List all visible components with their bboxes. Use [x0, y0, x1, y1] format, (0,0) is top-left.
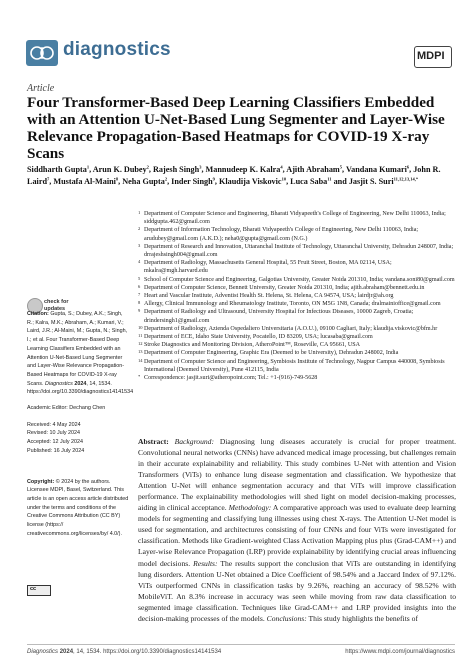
author-affiliation-sup: 5 [339, 164, 342, 170]
author-affiliation-sup: 11,12,13,14,* [393, 176, 419, 182]
check-for-updates-line2: updates [44, 305, 66, 312]
author-name[interactable]: Mannudeep K. Kalra [205, 165, 281, 174]
affiliation-item [138, 276, 456, 284]
affiliation-item [138, 210, 456, 226]
author-separator: , [286, 177, 291, 186]
author-name[interactable]: Vandana Kumari [345, 165, 407, 174]
affiliation-text: Correspondence: jasjit.suri@atheropoint.com; Tel.: +1-(916)-749-5628 [144, 375, 318, 382]
article-type: Article [27, 83, 55, 94]
affiliation-item [138, 308, 456, 324]
affiliation-text: Stroke Diagnostics and Monitoring Division, AtheroPoint™, Roseville, CA 95661, USA [144, 342, 361, 349]
affiliation-list [138, 210, 456, 382]
author-affiliation-sup: 7 [47, 176, 50, 182]
affiliation-item [138, 341, 456, 349]
author-separator: , [201, 165, 206, 174]
citation-text: Gupta, S.; Dubey, A.K.; Singh, R.; Kalra, M.K.; Abraham, A.; Kumari, V.; Laird, J.R.; Al-Maini, M.; Gupta, N.; Singh, I.; et al. Four Transformer-Based Deep Learning Classifiers Embedded with an Attention U-Net-Based Lung Segmenter and Layer-Wise Relevance Propagation-Based Heatmaps for COVID-19 X-ray Scans. [27, 311, 128, 387]
received-date: Received: 4 May 2024 [27, 421, 81, 428]
author-affiliation-sup: 1 [86, 164, 90, 170]
author-affiliation-sup: 2 [146, 164, 149, 170]
author-affiliation-sup: 11 [327, 176, 332, 182]
affiliation-item [138, 300, 456, 308]
affiliation-text: Allergy, Clinical Immunology and Rheumatology Institute, Toronto, ON M5G 1N8, Canada; dralmainioffice@gmail.com [144, 301, 441, 308]
affiliation-number: 11 [138, 333, 143, 339]
affiliation-text: Department of Research and Innovation, Uttaranchal Institute of Technology, Uttaranchal University, Dehradun 248007, India; drrajeshsingh004@gmail.com [144, 243, 454, 259]
author-separator: and [331, 177, 349, 186]
affiliation-number: 6 [138, 283, 141, 289]
affiliation-item [138, 243, 456, 259]
affiliation-text: Department of Radiology, Massachusetts General Hospital, 55 Fruit Street, Boston, MA 02114, USA; mkalra@mgh.harvard.edu [144, 260, 392, 275]
footer-doi[interactable]: , 14, 1534. https://doi.org/10.3390/diagnostics14141534 [73, 649, 222, 655]
affiliation-number: 14 [138, 357, 143, 363]
author-separator: , [214, 177, 219, 186]
affiliation-number: 10 [138, 324, 143, 330]
author-affiliation-sup: 6 [406, 164, 410, 170]
abstract-label: Abstract: [138, 437, 169, 446]
affiliation-item [138, 374, 456, 382]
affiliation-number: 13 [138, 349, 143, 355]
accepted-date: Accepted: 12 July 2024 [27, 439, 84, 446]
methodology-label: Methodology: [228, 503, 272, 513]
author-separator: , [148, 165, 154, 174]
author-name[interactable]: Neha Gupta [122, 177, 165, 186]
diagnostics-logo-icon [26, 40, 58, 66]
journal-name[interactable]: diagnostics [63, 39, 171, 60]
results-label: Results: [193, 558, 218, 568]
methodology-text: A comparative approach was used to evaluate deep learning models for segmenting and classifying lung illnesses using chest X-rays. The Attention U-Net model is used for segmentation, and architectures consisting of four CNNs and four ViTs were investigated for classification. Methods like Gradient-weighted Class Activation Mapping plus plus (Grad-CAM++) and Layer-wise Relevance Propagation (LRP) provide explainability by identifying crucial areas influencing model decisions. [138, 503, 456, 568]
footer-journal: Diagnostics [27, 649, 59, 655]
author-separator: , [282, 165, 287, 174]
author-name[interactable]: Mustafa Al-Maini [53, 177, 116, 186]
author-separator: , [409, 165, 414, 174]
author-name[interactable]: Rajesh Singh [153, 165, 200, 174]
copyright-label: Copyright: [27, 478, 55, 485]
sidebar [27, 304, 134, 538]
author-name[interactable]: Klaudija Viskovic [219, 177, 282, 186]
affiliation-number: 4 [138, 259, 141, 265]
affiliation-number: 7 [138, 292, 141, 298]
author-name[interactable]: Jasjit S. Suri [348, 177, 394, 186]
citation-label: Citation: [27, 311, 49, 317]
citation-journal: Diagnostics [44, 380, 73, 387]
check-for-updates-line1: check for [44, 299, 69, 305]
revised-date: Revised: 10 July 2024 [27, 430, 81, 437]
affiliation-number: 3 [138, 242, 141, 248]
affiliation-text: Department of Computer Science and Engineering, Symbiosis Institute of Technology, Nagpur Campus 440008, Symbiosis International (Deemed University), Pune 412115, India [144, 358, 445, 373]
affiliation-text: Department of Computer Science, Bennett University, Greater Noida 201310, India; ajith.abraham@bennett.edu.in [144, 284, 425, 291]
author-separator: , [167, 177, 172, 186]
affiliation-number: 8 [138, 300, 141, 306]
affiliation-number: 5 [138, 275, 141, 281]
author-affiliation-sup: 9 [212, 176, 215, 182]
cc-badge-text: cc [30, 586, 37, 592]
article-title: Four Transformer-Based Deep Learning Classifiers Embedded with an Attention U-Net-Based Lung Segmenter and Layer-Wise Relevance Propagation-Based Heatmaps for COVID-19 X-ray Scans [27, 94, 445, 162]
cc-license-badge[interactable] [27, 585, 51, 596]
affiliation-number: 9 [138, 308, 141, 314]
affiliation-number: 2 [138, 226, 141, 232]
author-affiliation-sup: 3 [199, 164, 202, 170]
affiliation-item [138, 349, 456, 357]
author-affiliation-sup: 8 [115, 176, 119, 182]
author-affiliation-sup: 4 [280, 164, 283, 170]
footer-divider [27, 644, 455, 645]
copyright [27, 478, 129, 539]
footer-journal-url[interactable]: https://www.mdpi.com/journal/diagnostics [345, 649, 455, 655]
copyright-text: © 2024 by the authors. Licensee MDPI, Basel, Switzerland. This article is an open access article distributed under the terms and conditions of the Creative Commons Attribution (CC BY) license (https:// creativecommons.org/licenses/by/ 4.0/). [27, 478, 129, 537]
affiliation-item [138, 226, 456, 242]
conclusions-text: This study highlights the benefits of [308, 613, 418, 623]
affiliation-item [138, 292, 456, 300]
affiliation-text: Department of Information Technology, Bharati Vidyapeeth's College of Engineering, New Delhi 110063, India; arudubey@gmail.com (A.K.D.); neha0@gupta@gmail.com (N.G.) [144, 227, 419, 242]
author-separator: , [118, 177, 123, 186]
author-name[interactable]: Siddharth Gupta [27, 165, 87, 174]
author-affiliation-sup: 10 [281, 176, 287, 182]
author-name[interactable]: Arun K. Dubey [92, 165, 147, 174]
affiliation-number: * [138, 374, 141, 380]
author-separator: , [89, 165, 93, 174]
affiliation-text: Department of Radiology and Ultrasound, University Hospital for Infectious Diseases, 10000 Zagreb, Croatia; drindersingh1@gmail.com [144, 309, 414, 324]
publisher-logo[interactable] [414, 46, 452, 68]
affiliation-text: School of Computer Science and Engineering, Galgotias University, Greater Noida 201310, India; vandana.soni80@gmail.com [144, 276, 455, 283]
conclusions-label: Conclusions: [266, 613, 307, 623]
affiliation-text: Department of ECE, Idaho State University, Pocatello, ID 83209, USA; lucasaba@gmail.com [144, 334, 373, 341]
abstract [138, 436, 456, 624]
affiliation-item [138, 284, 456, 292]
background-text: Diagnosing lung diseases accurately is crucial for proper treatment. Convolutional neural networks (CNNs) have advanced medical image processing, but challenges remain in their accurate explainability and reliability. This study combines U-Net with attention and Vision Transformers (ViTs) to enhance lung disease segmentation and classification. We hypothesize that Attention U-Net will enhance segmentation accuracy and that ViTs will improve classification performance. The explainability methodologies will shed light on model decision-making processes, aiding in clinical acceptance. [138, 437, 456, 513]
affiliation-item [138, 325, 456, 333]
author-affiliation-sup: 2 [164, 176, 168, 182]
author-separator: , [342, 165, 346, 174]
affiliation-item [138, 358, 456, 374]
academic-editor: Academic Editor: Dechang Chen [27, 405, 106, 412]
author-name[interactable]: Inder Singh [171, 177, 213, 186]
affiliation-text: Heart and Vascular Institute, Adventist Health St. Helena, St. Helena, CA 94574, USA; lairdjr@ah.org [144, 293, 394, 300]
author-name[interactable]: Luca Saba [290, 177, 328, 186]
citation-year: 2024 [74, 380, 87, 387]
footer-year: 2024 [59, 649, 74, 655]
author-separator: , [49, 177, 54, 186]
author-name[interactable]: John R. Laird [27, 165, 441, 186]
author-list [27, 164, 452, 188]
published-date: Published: 16 July 2024 [27, 447, 85, 454]
citation-rest[interactable]: , 14, 1534. https://doi.org/10.3390/diagnostics14141534 [27, 380, 134, 396]
footer-citation [27, 649, 221, 655]
affiliation-text: Department of Radiology, Azienda Ospedaliero Universitaria (A.O.U.), 09100 Cagliari, Italy; klaudija.viskovic@bfm.hr [144, 325, 438, 332]
affiliation-item [138, 259, 456, 275]
publisher-logo-text: MDPI [417, 50, 445, 62]
affiliation-item [138, 333, 456, 341]
affiliation-text: Department of Computer Science and Engineering, Bharati Vidyapeeth's College of Engineering, New Delhi 110063, India; siddgupta.462@gmail.com [144, 211, 446, 226]
citation [27, 310, 134, 397]
affiliation-number: 12 [138, 341, 143, 347]
affiliation-number: 1 [138, 210, 141, 215]
results-text: The results support the conclusion that ViTs are outstanding in identifying lung disorders. Attention U-Net obtained a Dice Coefficient of 98.54% and a Jaccard Index of 97.12%. ViTs outperformed CNNs in classification tasks by 9.26%, reaching an accuracy of 98.52% with MobileViT. An 8.3% increase in accuracy was seen while moving from raw data classification to segmented image classification. Techniques like Grad-CAM++ and LRP provided insights into the decision-making processes of the models. [138, 558, 456, 623]
author-name[interactable]: Ajith Abraham [286, 165, 340, 174]
background-label: Background: [174, 437, 214, 446]
affiliation-text: Department of Computer Engineering, Graphic Era (Deemed to be University), Dehradun 248002, India [144, 350, 399, 357]
